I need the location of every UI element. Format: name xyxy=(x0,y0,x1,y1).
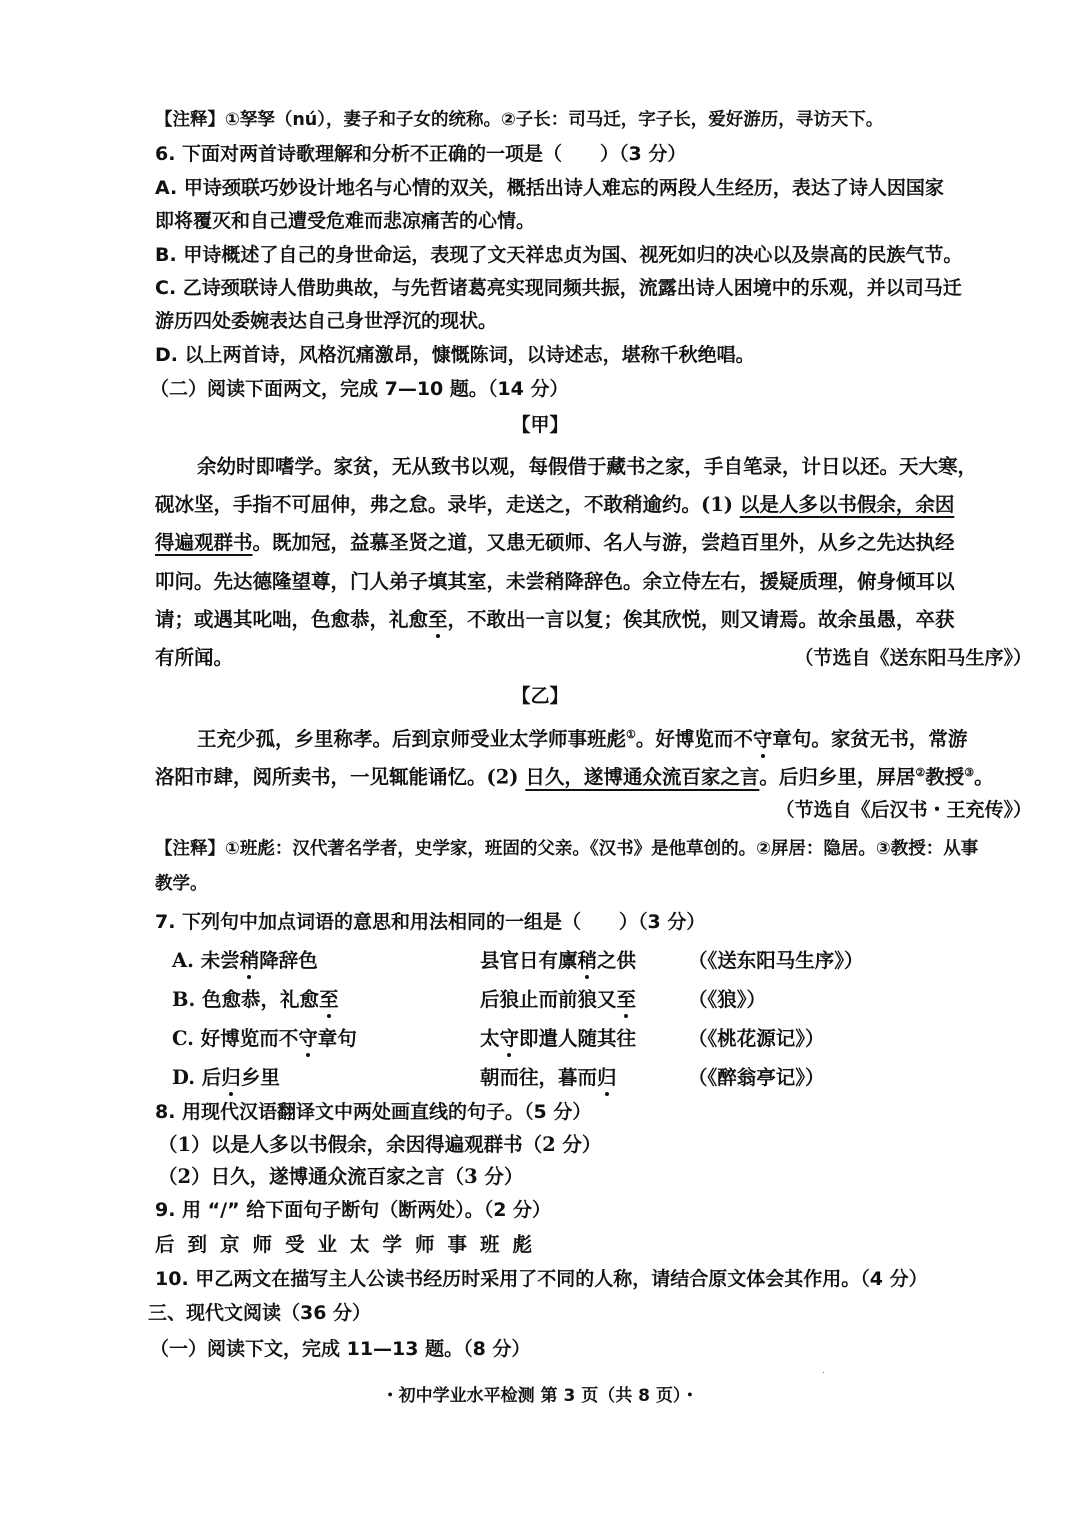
question-7-option-d xyxy=(172,1065,825,1091)
passage-jia-line6: 有所闻。 xyxy=(155,646,234,669)
question-6-option-d: D. 以上两首诗，风格沉痛激昂，慷慨陈词，以诗述志，堪称千秋绝唱。 xyxy=(155,344,755,366)
passage-yi-line2-a: 洛阳市肆，阅所卖书，一见辄能诵忆。(2) xyxy=(155,765,526,789)
option-a-mid-text: 县官日有廪 xyxy=(480,949,578,972)
passage-yi-title: 【乙】 xyxy=(511,685,569,707)
option-a-mid-rest: 之供 xyxy=(597,949,637,972)
passage-yi-line1-d: 章句。家贫无书，常游 xyxy=(772,727,968,751)
poem-annotation: 【注释】①孥孥（nú），妻子和子女的统称。②子长：司马迁，字子长，爱好游历，寻访天下。 xyxy=(155,110,884,130)
passage-yi-source: （节选自《后汉书・王充传》） xyxy=(775,799,1032,821)
question-9-sentence: 后到京师受业太学师事班彪 xyxy=(155,1233,546,1256)
dotted-char: 归 xyxy=(221,1066,241,1089)
footnote-mark-3: ③ xyxy=(964,766,975,779)
passage-yi-line2 xyxy=(155,760,994,791)
question-7-option-b xyxy=(172,987,767,1013)
option-c-source: （《桃花源记》） xyxy=(688,1027,825,1050)
question-10-stem: 10. 甲乙两文在描写主人公读书经历时采用了不同的人称，请结合原文体会其作用。（4 分） xyxy=(155,1268,928,1290)
question-8-sentence-1: （1）以是人多以书假余，余因得遍观群书（2 分） xyxy=(158,1133,602,1156)
section-3-heading: 三、现代文阅读（36 分） xyxy=(148,1302,372,1324)
dotted-char: 守 xyxy=(298,1027,318,1050)
scan-speck: · xyxy=(822,1368,826,1379)
passage-yi-line1 xyxy=(197,722,967,753)
dotted-char: 稍 xyxy=(577,949,598,972)
question-9-stem: 9. 用 “/” 给下面句子断句（断两处）。（2 分） xyxy=(155,1199,552,1221)
passage-jia-line3 xyxy=(155,530,955,556)
passage-annotation-line1: 【注释】①班彪：汉代著名学者，史学家，班固的父亲。《汉书》是他草创的。②屏居：隐居。③教授：从事 xyxy=(155,839,979,859)
passage-jia-line1: 余幼时即嗜学。家贫，无从致书以观，每假借于藏书之家，手自笔录，计日以还。天大寒， xyxy=(197,455,978,478)
question-6-stem: 6. 下面对两首诗歌理解和分析不正确的一项是（ ）（3 分） xyxy=(155,143,687,165)
passage-jia-line2 xyxy=(155,492,954,518)
question-7-option-a xyxy=(172,948,864,974)
question-7-option-c xyxy=(172,1026,825,1052)
passage-jia-source: （节选自《送东阳马生序》） xyxy=(794,647,1032,669)
dotted-char: 守 xyxy=(499,1027,520,1050)
question-8-stem: 8. 用现代汉语翻译文中两处画直线的句子。（5 分） xyxy=(155,1101,592,1123)
dotted-char: 至 xyxy=(428,608,448,631)
passage-yi-line1-a: 王充少孤，乡里称孝。后到京师受业太学师事班彪 xyxy=(197,727,627,751)
footnote-mark-2: ② xyxy=(915,766,926,779)
option-c-left-rest: 章句 xyxy=(317,1027,357,1050)
underlined-sentence-1-part1: 以是人多以书假余，余因 xyxy=(739,493,955,516)
question-6-option-c-line2: 游历四处委婉表达自己身世浮沉的现状。 xyxy=(155,310,498,332)
footnote-mark-1: ① xyxy=(626,728,636,741)
option-a-left-text: A. 未尝 xyxy=(172,949,240,972)
underlined-sentence-2: 日久，遂博通众流百家之言 xyxy=(525,765,760,789)
dotted-char: 归 xyxy=(597,1066,617,1089)
passage-yi-line2-d: 。 xyxy=(974,765,994,789)
passage-jia-line5-c: ，不敢出一言以复；俟其欣悦，则又请焉。故余虽愚，卒获 xyxy=(447,608,955,631)
dotted-char: 稍 xyxy=(239,949,260,972)
dotted-char: 至 xyxy=(616,988,637,1011)
passage-jia-line4: 叩问。先达德隆望尊，门人弟子填其室，未尝稍降辞色。余立侍左右，援疑质理，俯身倾耳以 xyxy=(155,570,955,593)
passage-jia-line5-a: 请；或遇其叱咄，色愈恭，礼愈 xyxy=(155,608,429,631)
passage-jia-title: 【甲】 xyxy=(511,414,569,436)
underlined-sentence-1-part2: 得遍观群书 xyxy=(155,531,253,554)
option-c-mid-rest: 即遣人随其往 xyxy=(519,1027,637,1050)
section-3-subheading: （一）阅读下文，完成 11—13 题。（8 分） xyxy=(150,1338,531,1360)
passage-jia-line5 xyxy=(155,607,955,633)
question-6-option-a-line1: A. 甲诗颈联巧妙设计地名与心情的双关，概括出诗人难忘的两段人生经历，表达了诗人因国家 xyxy=(155,177,944,199)
dotted-char: 至 xyxy=(319,988,339,1011)
option-a-left-rest: 降辞色 xyxy=(259,949,318,972)
question-8-sentence-2: （2）日久，遂博通众流百家之言（3 分） xyxy=(158,1165,524,1188)
option-b-source: （《狼》） xyxy=(688,988,767,1011)
option-d-left-text: D. 后 xyxy=(172,1066,222,1089)
dotted-char: 守 xyxy=(752,727,773,751)
option-a-source: （《送东阳马生序》） xyxy=(688,949,864,972)
question-6-option-b: B. 甲诗概述了自己的身世命运，表现了文天祥忠贞为国、视死如归的决心以及崇高的民族气节。 xyxy=(155,244,963,266)
passage-yi-line1-b: 。好博览而不 xyxy=(635,727,753,751)
question-6-option-a-line2: 即将覆灭和自己遭受危难而悲凉痛苦的心情。 xyxy=(155,210,536,232)
question-6-option-c-line1: C. 乙诗颈联诗人借助典故，与先哲诸葛亮实现同频共振，流露出诗人困境中的乐观，并以司马迁 xyxy=(155,277,962,299)
option-d-left-rest: 乡里 xyxy=(240,1066,280,1089)
passage-annotation-line2: 教学。 xyxy=(155,874,208,894)
option-d-mid-text: 朝而往，暮而 xyxy=(480,1066,598,1089)
passage-yi-line2-c: 教授 xyxy=(925,765,965,789)
passage-jia-line2-text: 砚冰坚，手指不可屈伸，弗之怠。录毕，走送之，不敢稍逾约。(1) xyxy=(155,493,740,516)
page-footer: ・初中学业水平检测 第 3 页（共 8 页）・ xyxy=(381,1386,699,1406)
question-7-stem: 7. 下列句中加点词语的意思和用法相同的一组是（ ）（3 分） xyxy=(155,911,706,933)
passage-yi-line2-b: 。后归乡里，屏居 xyxy=(759,765,916,789)
option-c-mid-text: 太 xyxy=(480,1027,500,1050)
option-c-left-text: C. 好博览而不 xyxy=(172,1027,299,1050)
option-b-mid-text: 后狼止而前狼又 xyxy=(480,988,617,1011)
section-2-heading: （二）阅读下面两文，完成 7—10 题。（14 分） xyxy=(150,378,569,400)
passage-jia-line3-text: 。既加冠，益慕圣贤之道，又患无硕师、名人与游，尝趋百里外，从乡之先达执经 xyxy=(252,531,955,554)
option-b-left-text: B. 色愈恭，礼愈 xyxy=(172,988,320,1011)
option-d-source: （《醉翁亭记》） xyxy=(688,1066,825,1089)
